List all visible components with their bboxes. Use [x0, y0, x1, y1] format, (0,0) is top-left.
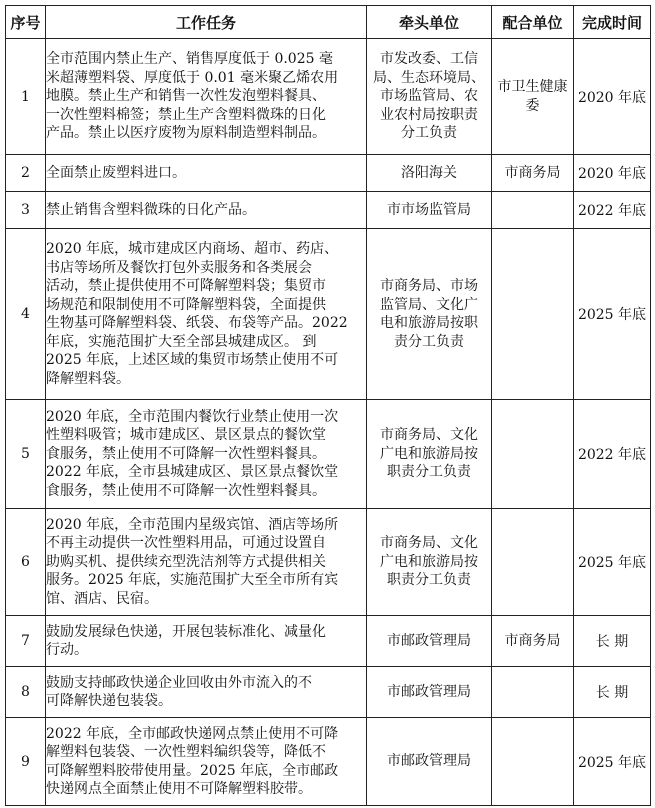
deadline: 2020 年底: [574, 155, 651, 192]
coop-unit: [492, 192, 574, 229]
table-row: [6, 400, 651, 509]
table-row: [6, 155, 651, 192]
lead-unit: 洛阳海关: [367, 155, 492, 192]
task-table: [5, 5, 651, 806]
task-text: 禁止销售含塑料微珠的日化产品。: [46, 192, 367, 229]
row-number: 8: [6, 667, 46, 718]
task-text: 全面禁止废塑料进口。: [46, 155, 367, 192]
deadline: 长 期: [574, 616, 651, 667]
deadline: 2025 年底: [574, 509, 651, 616]
coop-unit: [492, 229, 574, 400]
row-number: 2: [6, 155, 46, 192]
header-row: [6, 6, 651, 39]
coop-unit: [492, 667, 574, 718]
table-row: [6, 39, 651, 155]
lead-unit: 市商务局、文化 广电和旅游局按 职责分工负责: [367, 400, 492, 509]
header-coop: 配合单位: [492, 6, 574, 39]
row-number: 9: [6, 718, 46, 806]
task-text: 全市范围内禁止生产、销售厚度低于 0.025 毫 米超薄塑料袋、厚度低于 0.01 毫米聚乙烯农用 地膜。禁止生产和销售一次性发泡塑料餐具、 一次性塑料棉签；禁止生产含塑料微珠的日化 产品。禁止以医疗废物为原料制造塑料制品。: [46, 39, 367, 155]
table-row: [6, 509, 651, 616]
row-number: 7: [6, 616, 46, 667]
table-row: [6, 667, 651, 718]
task-text: 2022 年底，全市邮政快递网点禁止使用不可降 解塑料包装袋、一次性塑料编织袋等，降低不 可降解塑料胶带使用量。2025 年底，全市邮政 快递网点全面禁止使用不可降解塑料胶带。: [46, 718, 367, 806]
lead-unit: 市商务局、市场 监管局、文化广 电和旅游局按职 责分工负责: [367, 229, 492, 400]
header-task: 工作任务: [46, 6, 367, 39]
task-text: 2020 年底，全市范围内星级宾馆、酒店等场所 不再主动提供一次性塑料用品，可通过设置自 助购买机、提供续充型洗洁剂等方式提供相关 服务。2025 年底，实施范围扩大至全市所有宾 馆、酒店、民宿。: [46, 509, 367, 616]
coop-unit: 市商务局: [492, 155, 574, 192]
table-row: [6, 229, 651, 400]
lead-unit: 市邮政管理局: [367, 616, 492, 667]
header-time: 完成时间: [574, 6, 651, 39]
lead-unit: 市商务局、文化 广电和旅游局按 职责分工负责: [367, 509, 492, 616]
table-row: [6, 616, 651, 667]
lead-unit: 市市场监管局: [367, 192, 492, 229]
deadline: 2022 年底: [574, 400, 651, 509]
table-row: [6, 718, 651, 806]
table-row: [6, 192, 651, 229]
header-lead: 牵头单位: [367, 6, 492, 39]
coop-unit: [492, 400, 574, 509]
row-number: 6: [6, 509, 46, 616]
deadline: 2025 年底: [574, 229, 651, 400]
task-text: 鼓励支持邮政快递企业回收由外市流入的不 可降解快递包装袋。: [46, 667, 367, 718]
lead-unit: 市邮政管理局: [367, 667, 492, 718]
deadline: 2025 年底: [574, 718, 651, 806]
coop-unit: 市商务局: [492, 616, 574, 667]
deadline: 2020 年底: [574, 39, 651, 155]
coop-unit: [492, 718, 574, 806]
coop-unit: [492, 509, 574, 616]
deadline: 长 期: [574, 667, 651, 718]
deadline: 2022 年底: [574, 192, 651, 229]
coop-unit: 市卫生健康 委: [492, 39, 574, 155]
header-no: 序号: [6, 6, 46, 39]
task-text: 2020 年底，城市建成区内商场、超市、药店、 书店等场所及餐饮打包外卖服务和各类展会 活动，禁止提供使用不可降解塑料袋；集贸市 场规范和限制使用不可降解塑料袋，全面提供 生物基可降解塑料袋、纸袋、布袋等产品。2022 年底，实施范围扩大至全部县城建成区。 到 2025 年底，上述区域的集贸市场禁止使用不可 降解塑料袋。: [46, 229, 367, 400]
task-text: 2020 年底，全市范围内餐饮行业禁止使用一次 性塑料吸管；城市建成区、景区景点的餐饮堂 食服务，禁止使用不可降解一次性塑料餐具。 2022 年底，全市县城建成区、景区景点餐饮堂 食服务，禁止使用不可降解一次性塑料餐具。: [46, 400, 367, 509]
lead-unit: 市发改委、工信 局、生态环境局、 市场监管局、农 业农村局按职责 分工负责: [367, 39, 492, 155]
row-number: 5: [6, 400, 46, 509]
row-number: 1: [6, 39, 46, 155]
lead-unit: 市邮政管理局: [367, 718, 492, 806]
task-text: 鼓励发展绿色快递，开展包装标准化、减量化 行动。: [46, 616, 367, 667]
row-number: 3: [6, 192, 46, 229]
row-number: 4: [6, 229, 46, 400]
